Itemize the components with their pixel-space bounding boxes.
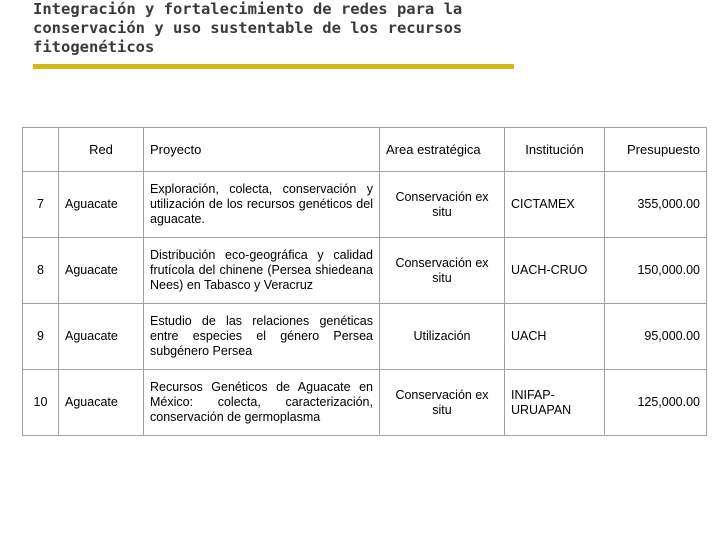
projects-table: [22, 127, 707, 436]
cell-presupuesto: 150,000.00: [605, 238, 707, 304]
header-num: [23, 128, 59, 172]
cell-area: Conservación ex situ: [380, 370, 505, 436]
cell-num: 9: [23, 304, 59, 370]
cell-institucion: UACH-CRUO: [505, 238, 605, 304]
slide-title: Integración y fortalecimiento de redes para la conservación y uso sustentable de los recursos fitogenéticos: [33, 0, 463, 56]
cell-red: Aguacate: [59, 304, 144, 370]
cell-num: 10: [23, 370, 59, 436]
title-underline-bar: [33, 64, 514, 69]
header-presupuesto: Presupuesto: [605, 128, 707, 172]
header-area: Area estratégica: [380, 128, 505, 172]
header-institucion: Institución: [505, 128, 605, 172]
cell-red: Aguacate: [59, 370, 144, 436]
cell-red: Aguacate: [59, 238, 144, 304]
table-row: [23, 304, 707, 370]
cell-proyecto: Exploración, colecta, conservación y utilización de los recursos genéticos del aguacate.: [144, 172, 380, 238]
header-red: Red: [59, 128, 144, 172]
cell-institucion: UACH: [505, 304, 605, 370]
cell-proyecto: Distribución eco-geográfica y calidad frutícola del chinene (Persea shiedeana Nees) en Tabasco y Veracruz: [144, 238, 380, 304]
cell-red: Aguacate: [59, 172, 144, 238]
cell-num: 8: [23, 238, 59, 304]
cell-area: Conservación ex situ: [380, 172, 505, 238]
table-header-row: [23, 128, 707, 172]
cell-proyecto: Recursos Genéticos de Aguacate en México: colecta, caracterización, conservación de germoplasma: [144, 370, 380, 436]
cell-institucion: CICTAMEX: [505, 172, 605, 238]
table-row: [23, 238, 707, 304]
table-row: [23, 172, 707, 238]
cell-presupuesto: 355,000.00: [605, 172, 707, 238]
cell-area: Conservación ex situ: [380, 238, 505, 304]
header-proyecto: Proyecto: [144, 128, 380, 172]
cell-presupuesto: 125,000.00: [605, 370, 707, 436]
cell-num: 7: [23, 172, 59, 238]
cell-proyecto: Estudio de las relaciones genéticas entre especies el género Persea subgénero Persea: [144, 304, 380, 370]
cell-presupuesto: 95,000.00: [605, 304, 707, 370]
cell-institucion: INIFAP-URUAPAN: [505, 370, 605, 436]
cell-area: Utilización: [380, 304, 505, 370]
table-row: [23, 370, 707, 436]
